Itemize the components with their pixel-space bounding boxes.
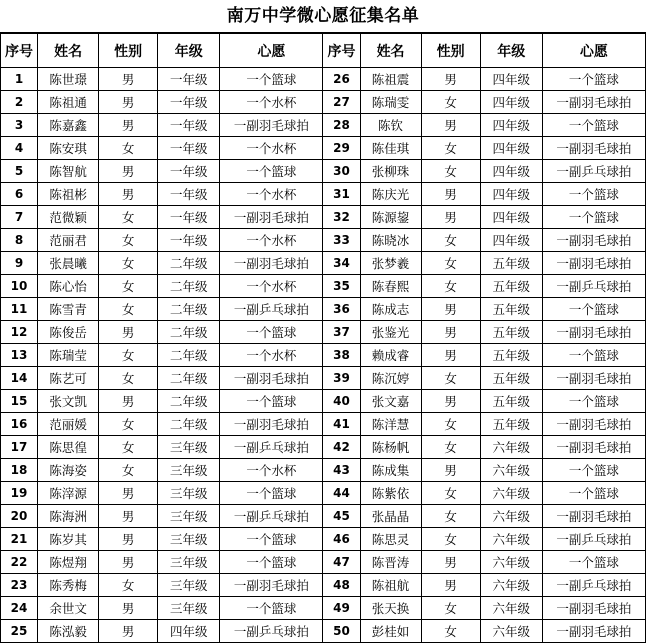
cell-sex[interactable]: 男 (99, 114, 158, 137)
cell-wish[interactable]: 一个篮球 (542, 459, 645, 482)
cell-grade[interactable]: 一年级 (158, 137, 220, 160)
cell-grade[interactable]: 一年级 (158, 68, 220, 91)
cell-name[interactable]: 陈紫依 (360, 482, 421, 505)
cell-grade[interactable]: 一年级 (158, 160, 220, 183)
cell-index[interactable]: 37 (323, 321, 360, 344)
cell-grade[interactable]: 四年级 (480, 114, 542, 137)
cell-name[interactable]: 陈俊岳 (38, 321, 99, 344)
cell-index[interactable]: 22 (1, 551, 38, 574)
cell-wish[interactable]: 一副乒乓球拍 (542, 160, 645, 183)
cell-index[interactable]: 15 (1, 390, 38, 413)
cell-grade[interactable]: 五年级 (480, 275, 542, 298)
cell-sex[interactable]: 女 (99, 344, 158, 367)
cell-index[interactable]: 41 (323, 413, 360, 436)
cell-grade[interactable]: 六年级 (480, 597, 542, 620)
cell-sex[interactable]: 男 (99, 505, 158, 528)
cell-grade[interactable]: 三年级 (158, 505, 220, 528)
cell-wish[interactable]: 一个篮球 (220, 551, 323, 574)
cell-wish[interactable]: 一副乒乓球拍 (220, 620, 323, 643)
cell-grade[interactable]: 五年级 (480, 344, 542, 367)
cell-grade[interactable]: 六年级 (480, 551, 542, 574)
cell-index[interactable]: 40 (323, 390, 360, 413)
cell-name[interactable]: 陈祖航 (360, 574, 421, 597)
cell-sex[interactable]: 男 (99, 597, 158, 620)
cell-wish[interactable]: 一个篮球 (220, 68, 323, 91)
cell-grade[interactable]: 四年级 (480, 160, 542, 183)
cell-wish[interactable]: 一副羽毛球拍 (542, 252, 645, 275)
cell-sex[interactable]: 女 (99, 574, 158, 597)
cell-index[interactable]: 28 (323, 114, 360, 137)
cell-grade[interactable]: 三年级 (158, 551, 220, 574)
cell-sex[interactable]: 女 (421, 413, 480, 436)
cell-sex[interactable]: 女 (99, 275, 158, 298)
cell-wish[interactable]: 一副羽毛球拍 (542, 229, 645, 252)
cell-sex[interactable]: 男 (421, 321, 480, 344)
cell-index[interactable]: 18 (1, 459, 38, 482)
cell-sex[interactable]: 男 (99, 620, 158, 643)
cell-wish[interactable]: 一个篮球 (220, 321, 323, 344)
cell-index[interactable]: 13 (1, 344, 38, 367)
cell-index[interactable]: 36 (323, 298, 360, 321)
cell-index[interactable]: 44 (323, 482, 360, 505)
cell-grade[interactable]: 六年级 (480, 620, 542, 643)
table-row (1, 91, 646, 114)
cell-sex[interactable]: 女 (99, 206, 158, 229)
cell-name[interactable]: 陈安琪 (38, 137, 99, 160)
cell-index[interactable]: 49 (323, 597, 360, 620)
cell-wish[interactable]: 一副羽毛球拍 (220, 574, 323, 597)
cell-index[interactable]: 25 (1, 620, 38, 643)
cell-name[interactable]: 范微颖 (38, 206, 99, 229)
cell-wish[interactable]: 一副羽毛球拍 (542, 597, 645, 620)
cell-grade[interactable]: 一年级 (158, 229, 220, 252)
cell-index[interactable]: 27 (323, 91, 360, 114)
cell-sex[interactable]: 女 (421, 252, 480, 275)
cell-grade[interactable]: 二年级 (158, 344, 220, 367)
table-row (1, 436, 646, 459)
cell-name[interactable]: 张柳珠 (360, 160, 421, 183)
cell-sex[interactable]: 男 (421, 551, 480, 574)
cell-index[interactable]: 45 (323, 505, 360, 528)
cell-name[interactable]: 彭桂如 (360, 620, 421, 643)
cell-grade[interactable]: 六年级 (480, 528, 542, 551)
cell-wish[interactable]: 一个篮球 (542, 390, 645, 413)
cell-name[interactable]: 陈智航 (38, 160, 99, 183)
cell-grade[interactable]: 二年级 (158, 275, 220, 298)
cell-name[interactable]: 陈成集 (360, 459, 421, 482)
table-row (1, 275, 646, 298)
cell-sex[interactable]: 男 (421, 114, 480, 137)
cell-sex[interactable]: 女 (421, 275, 480, 298)
cell-sex[interactable]: 男 (421, 298, 480, 321)
table-row (1, 459, 646, 482)
cell-wish[interactable]: 一个篮球 (220, 160, 323, 183)
cell-index[interactable]: 30 (323, 160, 360, 183)
cell-wish[interactable]: 一个水杯 (220, 344, 323, 367)
cell-index[interactable]: 3 (1, 114, 38, 137)
cell-grade[interactable]: 六年级 (480, 459, 542, 482)
cell-wish[interactable]: 一副羽毛球拍 (542, 367, 645, 390)
cell-name[interactable]: 陈春熙 (360, 275, 421, 298)
header-name: 姓名 (360, 34, 421, 68)
cell-name[interactable]: 陈滓源 (38, 482, 99, 505)
table-row (1, 137, 646, 160)
cell-name[interactable]: 范丽媛 (38, 413, 99, 436)
cell-grade[interactable]: 五年级 (480, 321, 542, 344)
cell-index[interactable]: 38 (323, 344, 360, 367)
cell-name[interactable]: 陈泓毅 (38, 620, 99, 643)
cell-wish[interactable]: 一个水杯 (220, 91, 323, 114)
cell-sex[interactable]: 女 (421, 505, 480, 528)
header-row (1, 34, 646, 68)
cell-index[interactable]: 29 (323, 137, 360, 160)
cell-name[interactable]: 陈庆光 (360, 183, 421, 206)
wish-list-table (0, 33, 646, 643)
table-row (1, 390, 646, 413)
cell-wish[interactable]: 一个篮球 (542, 482, 645, 505)
cell-index[interactable]: 46 (323, 528, 360, 551)
cell-grade[interactable]: 二年级 (158, 252, 220, 275)
cell-wish[interactable]: 一个篮球 (220, 482, 323, 505)
cell-name[interactable]: 陈岁其 (38, 528, 99, 551)
cell-index[interactable]: 50 (323, 620, 360, 643)
cell-index[interactable]: 4 (1, 137, 38, 160)
cell-sex[interactable]: 男 (99, 390, 158, 413)
header-sex: 性别 (99, 34, 158, 68)
cell-name[interactable]: 陈钦 (360, 114, 421, 137)
cell-sex[interactable]: 女 (421, 137, 480, 160)
cell-wish[interactable]: 一个篮球 (220, 597, 323, 620)
table-row (1, 528, 646, 551)
cell-index[interactable]: 9 (1, 252, 38, 275)
cell-sex[interactable]: 女 (99, 137, 158, 160)
cell-index[interactable]: 48 (323, 574, 360, 597)
cell-index[interactable]: 34 (323, 252, 360, 275)
table-row (1, 68, 646, 91)
cell-wish[interactable]: 一副羽毛球拍 (542, 436, 645, 459)
cell-name[interactable]: 陈艺可 (38, 367, 99, 390)
cell-sex[interactable]: 女 (99, 413, 158, 436)
cell-index[interactable]: 35 (323, 275, 360, 298)
cell-index[interactable]: 32 (323, 206, 360, 229)
cell-sex[interactable]: 女 (421, 436, 480, 459)
cell-sex[interactable]: 女 (99, 298, 158, 321)
cell-wish[interactable]: 一个篮球 (220, 528, 323, 551)
cell-name[interactable]: 陈祖通 (38, 91, 99, 114)
cell-sex[interactable]: 女 (421, 91, 480, 114)
cell-wish[interactable]: 一个篮球 (542, 183, 645, 206)
cell-index[interactable]: 20 (1, 505, 38, 528)
header-grade: 年级 (480, 34, 542, 68)
cell-index[interactable]: 31 (323, 183, 360, 206)
cell-grade[interactable]: 三年级 (158, 597, 220, 620)
cell-grade[interactable]: 一年级 (158, 183, 220, 206)
cell-name[interactable]: 张晶晶 (360, 505, 421, 528)
cell-index[interactable]: 16 (1, 413, 38, 436)
cell-index[interactable]: 47 (323, 551, 360, 574)
cell-sex[interactable]: 男 (421, 68, 480, 91)
cell-wish[interactable]: 一个水杯 (220, 459, 323, 482)
header-index: 序号 (323, 34, 360, 68)
cell-sex[interactable]: 女 (421, 620, 480, 643)
cell-wish[interactable]: 一副乒乓球拍 (220, 436, 323, 459)
cell-name[interactable]: 陈洋慧 (360, 413, 421, 436)
cell-name[interactable]: 陈秀梅 (38, 574, 99, 597)
cell-index[interactable]: 24 (1, 597, 38, 620)
cell-grade[interactable]: 四年级 (158, 620, 220, 643)
cell-index[interactable]: 11 (1, 298, 38, 321)
cell-name[interactable]: 陈煜翔 (38, 551, 99, 574)
cell-name[interactable]: 余世文 (38, 597, 99, 620)
cell-wish[interactable]: 一副乒乓球拍 (542, 275, 645, 298)
cell-name[interactable]: 陈世璟 (38, 68, 99, 91)
cell-grade[interactable]: 五年级 (480, 367, 542, 390)
cell-grade[interactable]: 六年级 (480, 574, 542, 597)
cell-grade[interactable]: 六年级 (480, 436, 542, 459)
cell-grade[interactable]: 六年级 (480, 505, 542, 528)
cell-name[interactable]: 张晨曦 (38, 252, 99, 275)
cell-name[interactable]: 陈瑞雯 (360, 91, 421, 114)
cell-wish[interactable]: 一副羽毛球拍 (220, 367, 323, 390)
header-name: 姓名 (38, 34, 99, 68)
cell-sex[interactable]: 女 (421, 229, 480, 252)
cell-wish[interactable]: 一个水杯 (220, 229, 323, 252)
cell-index[interactable]: 2 (1, 91, 38, 114)
table-row (1, 160, 646, 183)
cell-index[interactable]: 19 (1, 482, 38, 505)
cell-sex[interactable]: 女 (421, 597, 480, 620)
cell-name[interactable]: 陈海姿 (38, 459, 99, 482)
cell-wish[interactable]: 一个篮球 (542, 114, 645, 137)
cell-grade[interactable]: 三年级 (158, 436, 220, 459)
cell-wish[interactable]: 一个篮球 (542, 344, 645, 367)
cell-name[interactable]: 陈成志 (360, 298, 421, 321)
table-row (1, 620, 646, 643)
cell-name[interactable]: 张梦羲 (360, 252, 421, 275)
cell-name[interactable]: 陈嘉鑫 (38, 114, 99, 137)
cell-wish[interactable]: 一个篮球 (542, 551, 645, 574)
cell-name[interactable]: 陈祖震 (360, 68, 421, 91)
cell-index[interactable]: 33 (323, 229, 360, 252)
cell-index[interactable]: 12 (1, 321, 38, 344)
cell-index[interactable]: 10 (1, 275, 38, 298)
cell-grade[interactable]: 四年级 (480, 137, 542, 160)
cell-grade[interactable]: 二年级 (158, 298, 220, 321)
cell-grade[interactable]: 三年级 (158, 528, 220, 551)
cell-grade[interactable]: 一年级 (158, 114, 220, 137)
cell-index[interactable]: 43 (323, 459, 360, 482)
cell-grade[interactable]: 二年级 (158, 390, 220, 413)
cell-grade[interactable]: 三年级 (158, 459, 220, 482)
table-row (1, 114, 646, 137)
cell-sex[interactable]: 男 (99, 68, 158, 91)
cell-wish[interactable]: 一副乒乓球拍 (220, 298, 323, 321)
cell-wish[interactable]: 一副羽毛球拍 (542, 620, 645, 643)
cell-grade[interactable]: 三年级 (158, 574, 220, 597)
cell-index[interactable]: 7 (1, 206, 38, 229)
cell-name[interactable]: 陈心怡 (38, 275, 99, 298)
cell-wish[interactable]: 一个水杯 (220, 137, 323, 160)
cell-sex[interactable]: 女 (99, 436, 158, 459)
table-body (1, 68, 646, 643)
cell-index[interactable]: 39 (323, 367, 360, 390)
header-wish: 心愿 (542, 34, 645, 68)
cell-index[interactable]: 17 (1, 436, 38, 459)
cell-name[interactable]: 张天换 (360, 597, 421, 620)
cell-index[interactable]: 21 (1, 528, 38, 551)
cell-wish[interactable]: 一副羽毛球拍 (220, 252, 323, 275)
cell-name[interactable]: 赖成睿 (360, 344, 421, 367)
cell-name[interactable]: 陈晓冰 (360, 229, 421, 252)
cell-name[interactable]: 陈思灵 (360, 528, 421, 551)
cell-index[interactable]: 26 (323, 68, 360, 91)
table-row (1, 229, 646, 252)
cell-sex[interactable]: 女 (99, 459, 158, 482)
cell-sex[interactable]: 男 (99, 321, 158, 344)
cell-grade[interactable]: 四年级 (480, 229, 542, 252)
cell-index[interactable]: 8 (1, 229, 38, 252)
cell-grade[interactable]: 六年级 (480, 482, 542, 505)
table-row (1, 344, 646, 367)
header-grade: 年级 (158, 34, 220, 68)
cell-wish[interactable]: 一个篮球 (542, 206, 645, 229)
cell-wish[interactable]: 一个篮球 (220, 390, 323, 413)
cell-grade[interactable]: 四年级 (480, 68, 542, 91)
cell-sex[interactable]: 女 (421, 160, 480, 183)
cell-index[interactable]: 1 (1, 68, 38, 91)
cell-sex[interactable]: 男 (99, 91, 158, 114)
cell-name[interactable]: 张鉴光 (360, 321, 421, 344)
table-row (1, 183, 646, 206)
cell-sex[interactable]: 女 (99, 229, 158, 252)
cell-wish[interactable]: 一副羽毛球拍 (220, 206, 323, 229)
cell-name[interactable]: 范丽君 (38, 229, 99, 252)
cell-sex[interactable]: 女 (421, 367, 480, 390)
cell-grade[interactable]: 一年级 (158, 206, 220, 229)
cell-wish[interactable]: 一副羽毛球拍 (542, 505, 645, 528)
table-row (1, 505, 646, 528)
cell-name[interactable]: 陈源鋆 (360, 206, 421, 229)
cell-name[interactable]: 陈瑞莹 (38, 344, 99, 367)
cell-index[interactable]: 5 (1, 160, 38, 183)
cell-grade[interactable]: 五年级 (480, 390, 542, 413)
cell-grade[interactable]: 一年级 (158, 91, 220, 114)
header-sex: 性别 (421, 34, 480, 68)
table-row (1, 597, 646, 620)
cell-name[interactable]: 陈雪青 (38, 298, 99, 321)
cell-sex[interactable]: 女 (421, 482, 480, 505)
cell-sex[interactable]: 男 (99, 160, 158, 183)
table-row (1, 482, 646, 505)
cell-wish[interactable]: 一副乒乓球拍 (220, 505, 323, 528)
cell-wish[interactable]: 一副乒乓球拍 (542, 574, 645, 597)
cell-sex[interactable]: 男 (99, 183, 158, 206)
cell-name[interactable]: 陈杨帆 (360, 436, 421, 459)
table-row (1, 321, 646, 344)
cell-sex[interactable]: 女 (99, 252, 158, 275)
table-row (1, 298, 646, 321)
cell-name[interactable]: 陈祖彬 (38, 183, 99, 206)
cell-grade[interactable]: 四年级 (480, 91, 542, 114)
cell-wish[interactable]: 一个篮球 (542, 298, 645, 321)
cell-sex[interactable]: 男 (421, 183, 480, 206)
cell-name[interactable]: 陈佳琪 (360, 137, 421, 160)
cell-sex[interactable]: 女 (99, 367, 158, 390)
cell-wish[interactable]: 一副乒乓球拍 (542, 528, 645, 551)
cell-name[interactable]: 张文嘉 (360, 390, 421, 413)
cell-grade[interactable]: 五年级 (480, 252, 542, 275)
cell-wish[interactable]: 一副羽毛球拍 (220, 114, 323, 137)
cell-grade[interactable]: 二年级 (158, 367, 220, 390)
cell-grade[interactable]: 五年级 (480, 413, 542, 436)
cell-name[interactable]: 陈思徨 (38, 436, 99, 459)
table-row (1, 252, 646, 275)
header-wish: 心愿 (220, 34, 323, 68)
cell-grade[interactable]: 四年级 (480, 183, 542, 206)
cell-name[interactable]: 陈晋涛 (360, 551, 421, 574)
cell-grade[interactable]: 二年级 (158, 321, 220, 344)
cell-sex[interactable]: 男 (421, 574, 480, 597)
header-index: 序号 (1, 34, 38, 68)
table-row (1, 574, 646, 597)
cell-index[interactable]: 42 (323, 436, 360, 459)
cell-name[interactable]: 陈海洲 (38, 505, 99, 528)
cell-wish[interactable]: 一个篮球 (542, 68, 645, 91)
cell-grade[interactable]: 二年级 (158, 413, 220, 436)
cell-grade[interactable]: 五年级 (480, 298, 542, 321)
cell-wish[interactable]: 一副羽毛球拍 (542, 321, 645, 344)
cell-name[interactable]: 陈沉婷 (360, 367, 421, 390)
cell-sex[interactable]: 男 (99, 528, 158, 551)
cell-wish[interactable]: 一个水杯 (220, 183, 323, 206)
cell-sex[interactable]: 男 (421, 206, 480, 229)
cell-sex[interactable]: 男 (99, 551, 158, 574)
cell-sex[interactable]: 男 (421, 459, 480, 482)
cell-grade[interactable]: 四年级 (480, 206, 542, 229)
sheet-title: 南万中学微心愿征集名单 (0, 0, 646, 33)
cell-sex[interactable]: 男 (421, 390, 480, 413)
cell-wish[interactable]: 一副羽毛球拍 (542, 91, 645, 114)
cell-wish[interactable]: 一副羽毛球拍 (542, 137, 645, 160)
cell-sex[interactable]: 男 (99, 482, 158, 505)
table-row (1, 551, 646, 574)
cell-wish[interactable]: 一副羽毛球拍 (542, 413, 645, 436)
cell-index[interactable]: 6 (1, 183, 38, 206)
cell-grade[interactable]: 三年级 (158, 482, 220, 505)
cell-index[interactable]: 23 (1, 574, 38, 597)
cell-name[interactable]: 张文凯 (38, 390, 99, 413)
cell-wish[interactable]: 一副羽毛球拍 (220, 413, 323, 436)
table-row (1, 367, 646, 390)
table-row (1, 413, 646, 436)
table-row (1, 206, 646, 229)
cell-sex[interactable]: 女 (421, 528, 480, 551)
cell-index[interactable]: 14 (1, 367, 38, 390)
cell-wish[interactable]: 一个水杯 (220, 275, 323, 298)
cell-sex[interactable]: 男 (421, 344, 480, 367)
